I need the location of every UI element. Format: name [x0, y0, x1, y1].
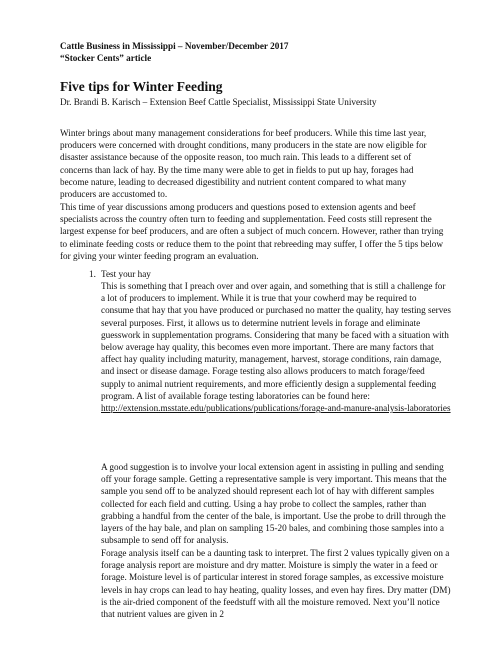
list-item-title: Test your hay	[101, 269, 151, 279]
article-author: Dr. Brandi B. Karisch – Extension Beef Cattle Specialist, Mississippi State University	[60, 97, 377, 107]
publication-line: Cattle Business in Mississippi – November/December 2017	[60, 41, 289, 51]
list-item-text: This is something that I preach over and over again, and something that is still a challenge for a lot of producers to implement. While it is true that your cowherd may be required to consume that hay that you have produced or purchased no matter the quality, hay testing serves several purposes. First, it allows us to determine nutrient levels in forage and eliminate guesswork in supplementation programs. Considering that many be faced with a situation with below average hay quality, this becomes even more important. There are many factors that affect hay quality including maturity, management, harvest, storage conditions, rain damage, and insect or disease damage. Forage testing also allows producers to match forage/feed supply to animal nutrient requirements, and more efficiently design a supplemental feeding program. A list of available forage testing laboratories can be found here:	[101, 281, 451, 401]
forage-analysis-paragraph: Forage analysis itself can be a daunting task to interpret. The first 2 values typically given on a forage analysis report are moisture and dry matter. Moisture is simply the water in a feed or forage. Moisture level is of particular interest in stored forage samples, as excessive moisture levels in hay crops can lead to hay heating, quality losses, and even hay fires. Dry matter (DM) is the air-dried component of the feedstuff with all the moisture removed. Next you’ll notice that nutrient values are given in 2	[101, 548, 451, 620]
publication-header	[60, 40, 460, 64]
article-title: Five tips for Winter Feeding	[60, 79, 223, 94]
list-item-body	[101, 280, 451, 414]
article-type-line: “Stocker Cents” article	[60, 53, 152, 63]
second-paragraph: This time of year discussions among producers and questions posed to extension agents and beef specialists across the country often turn to feeding and supplementation. Feed costs still represent the largest expense for beef producers, and are often a subject of much concern. However, rather than trying to eliminate feeding costs or reduce them to the point that rebreeding may suffer, I offer the 5 tips below for giving your winter feeding program an evaluation.	[60, 202, 444, 261]
sampling-paragraph: A good suggestion is to involve your local extension agent in assisting in pulling and sending off your forage sample. Getting a representative sample is very important. This means that the sample you send off to be analyzed should represent each lot of hay with different samples collected for each field and cutting. Using a hay probe to collect the samples, rather than grabbing a handful from the center of the bale, is important. Use the probe to drill through the layers of the hay bale, and plan on sampling 15-20 bales, and combining those samples into a subsample to send off for analysis.	[101, 462, 447, 546]
forage-laboratories-link[interactable]: http://extension.msstate.edu/publications/publications/forage-and-manure-analysis-laboratories	[101, 403, 451, 414]
list-item-number: 1.	[89, 269, 96, 279]
intro-paragraph: Winter brings about many management considerations for beef producers. While this time last year, producers were concerned with drought conditions, many producers in the state are now eligible for disaster assistance because of the opposite reason, too much rain. This leads to a different set of concerns than lack of hay. By the time many were able to get in fields to put up hay, forages had become nature, leading to decreased digestibility and nutrient content compared to what many producers are accustomed to.	[60, 128, 427, 200]
